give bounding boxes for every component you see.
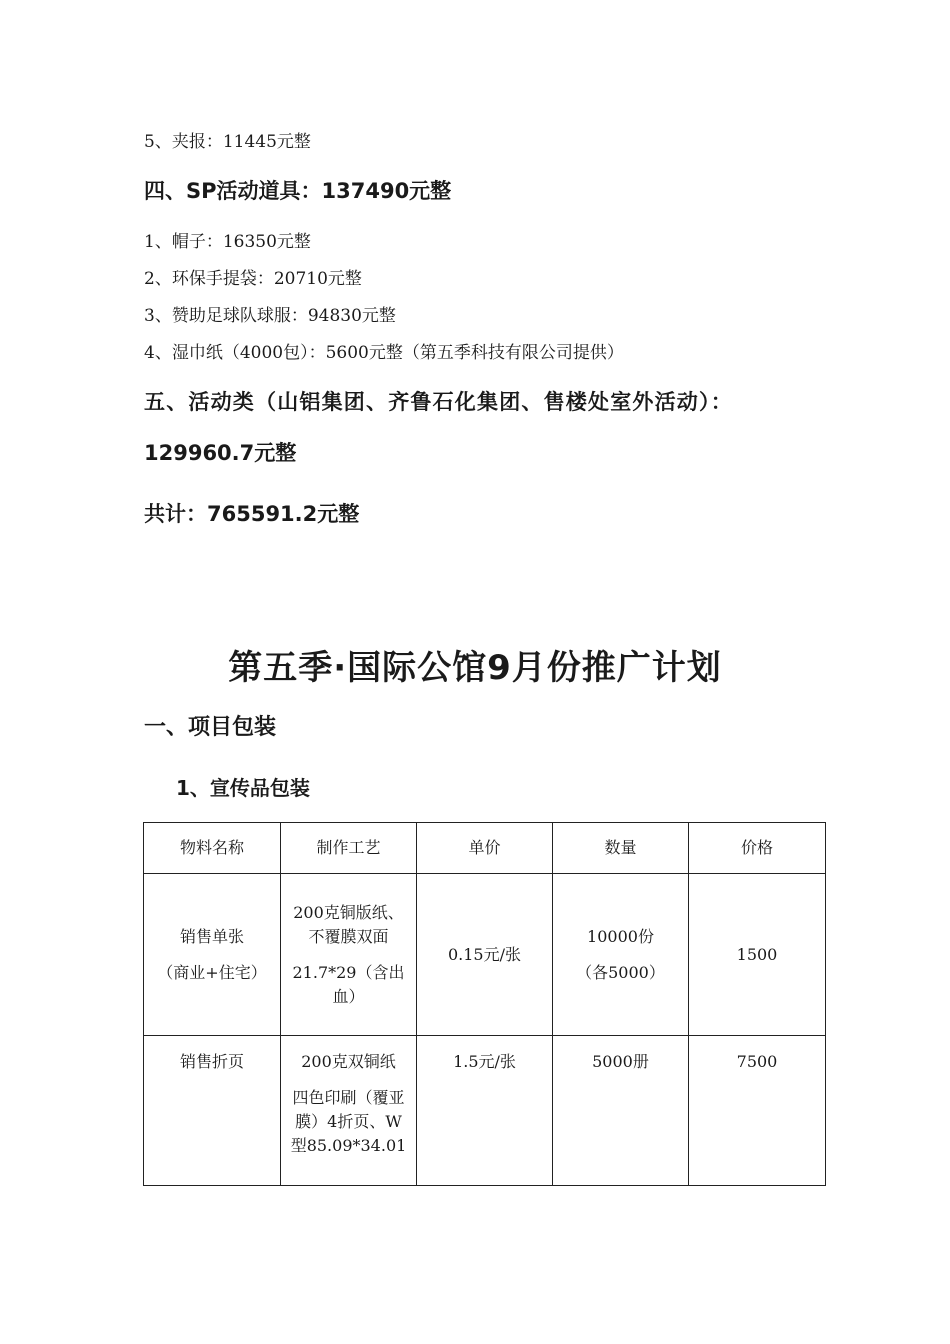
cost-item-newspaper-insert: 5、夹报：11445元整 xyxy=(144,132,311,152)
process-size: 21.7*29（含出血） xyxy=(292,962,405,1006)
material-name-note: （商业+住宅） xyxy=(157,962,267,982)
cell-price: 1500 xyxy=(689,874,826,1036)
table-row xyxy=(144,874,826,1036)
header-price: 价格 xyxy=(689,823,826,874)
materials-table xyxy=(143,822,826,1186)
quantity-note: （各5000） xyxy=(576,962,665,982)
process-spec: 200克双铜纸 xyxy=(301,1052,396,1071)
section-5-heading: 五、活动类（山铝集团、齐鲁石化集团、售楼处室外活动）： xyxy=(144,390,733,414)
cost-item-hats: 1、帽子：16350元整 xyxy=(144,232,311,252)
cell-material-name xyxy=(144,874,281,1036)
header-quantity: 数量 xyxy=(553,823,689,874)
cell-unit-price: 1.5元/张 xyxy=(417,1036,553,1186)
cell-quantity xyxy=(553,874,689,1036)
quantity-total: 5000册 xyxy=(592,1052,649,1071)
section-1-heading: 一、项目包装 xyxy=(144,715,277,740)
material-name: 销售单张 xyxy=(179,926,244,946)
cell-price: 7500 xyxy=(689,1036,826,1186)
section-5-amount: 129960.7元整 xyxy=(144,441,297,465)
table-row xyxy=(144,1036,826,1186)
table-header-row xyxy=(144,823,826,874)
cell-material-name xyxy=(144,1036,281,1186)
header-material-name: 物料名称 xyxy=(144,823,281,874)
grand-total: 共计：765591.2元整 xyxy=(144,502,360,526)
plan-title: 第五季·国际公馆9月份推广计划 xyxy=(228,648,722,688)
header-process: 制作工艺 xyxy=(281,823,417,874)
quantity-total: 10000份 xyxy=(587,926,654,946)
process-detail: 四色印刷（覆亚膜）4折页、W型85.09*34.01 xyxy=(290,1088,407,1155)
cell-process xyxy=(281,1036,417,1186)
header-unit-price: 单价 xyxy=(417,823,553,874)
cost-item-eco-bags: 2、环保手提袋：20710元整 xyxy=(144,269,362,289)
subsection-1-heading: 1、宣传品包装 xyxy=(176,776,310,800)
process-spec: 200克铜版纸、不覆膜双面 xyxy=(293,902,404,946)
cell-quantity xyxy=(553,1036,689,1186)
cost-item-wet-wipes: 4、湿巾纸（4000包）：5600元整（第五季科技有限公司提供） xyxy=(144,343,624,363)
cell-unit-price: 0.15元/张 xyxy=(417,874,553,1036)
material-name: 销售折页 xyxy=(179,1052,244,1071)
cell-process xyxy=(281,874,417,1036)
section-4-heading: 四、SP活动道具：137490元整 xyxy=(144,179,452,203)
cost-item-football-jerseys: 3、赞助足球队球服：94830元整 xyxy=(144,306,396,326)
